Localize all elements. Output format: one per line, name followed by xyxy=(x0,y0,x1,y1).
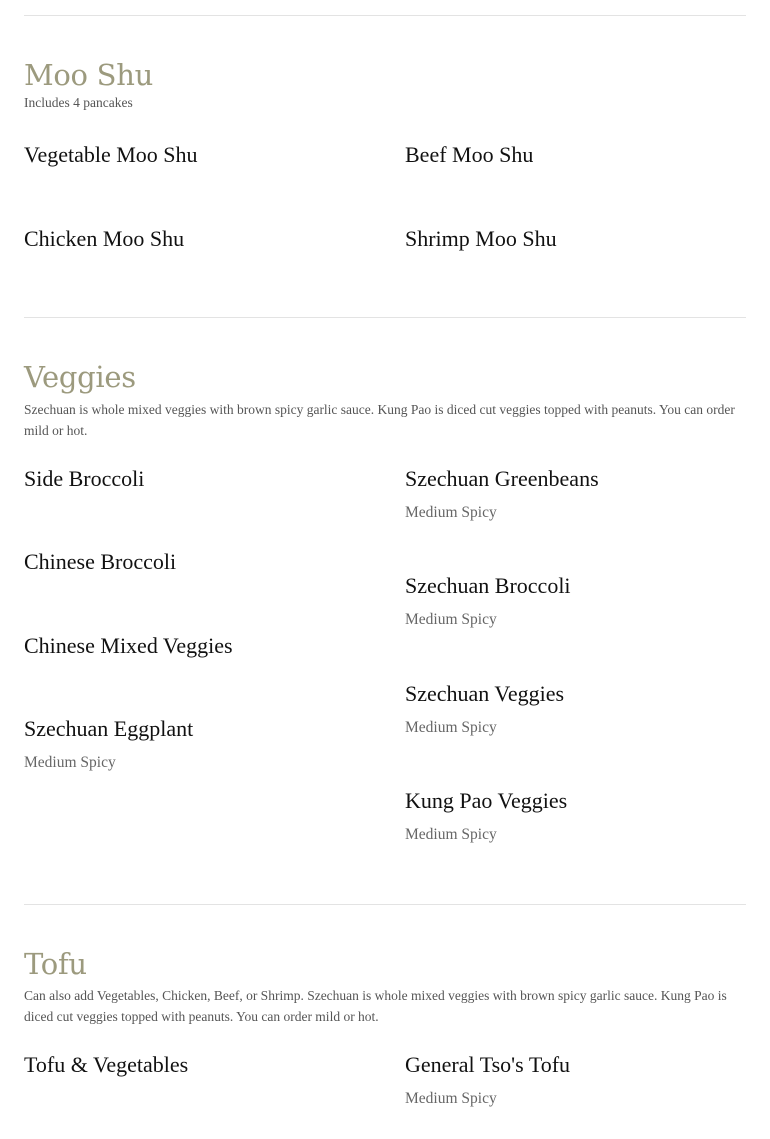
spice-level: Medium Spicy xyxy=(405,826,497,843)
section-divider xyxy=(24,15,746,16)
item-name: Vegetable Moo Shu xyxy=(24,142,198,167)
menu-item[interactable] xyxy=(405,787,567,845)
item-name: Chinese Broccoli xyxy=(24,549,177,574)
menu-item[interactable] xyxy=(405,572,571,630)
menu-item[interactable] xyxy=(24,465,144,493)
section-moo-shu xyxy=(24,56,746,113)
spice-level: Medium Spicy xyxy=(405,719,497,736)
menu-item[interactable] xyxy=(405,225,557,253)
item-name: Chinese Mixed Veggies xyxy=(24,633,233,658)
item-name: Szechuan Broccoli xyxy=(405,573,571,598)
spice-level: Medium Spicy xyxy=(24,754,116,771)
spice-level: Medium Spicy xyxy=(405,611,497,628)
section-title: Tofu xyxy=(24,947,87,981)
spice-level: Medium Spicy xyxy=(405,1090,497,1107)
section-tofu xyxy=(24,945,746,1027)
item-name: General Tso's Tofu xyxy=(405,1052,571,1077)
spice-level: Medium Spicy xyxy=(405,504,497,521)
item-name: Side Broccoli xyxy=(24,466,145,491)
menu-item[interactable] xyxy=(24,715,193,773)
section-description: Can also add Vegetables, Chicken, Beef, or Shrimp. Szechuan is whole mixed veggies with brown spicy garlic sauce. Kung Pao is diced cut veggies topped with peanuts. You can order mild or hot. xyxy=(24,988,727,1024)
menu-item[interactable] xyxy=(405,141,533,169)
item-name: Kung Pao Veggies xyxy=(405,788,568,813)
menu-item[interactable] xyxy=(405,1051,570,1109)
menu-item[interactable] xyxy=(24,225,184,253)
section-title: Veggies xyxy=(24,360,136,394)
item-name: Tofu & Vegetables xyxy=(24,1052,189,1077)
menu-item[interactable] xyxy=(405,680,564,738)
menu-item[interactable] xyxy=(24,141,198,169)
section-title: Moo Shu xyxy=(24,58,153,92)
section-divider xyxy=(24,904,746,905)
menu-item[interactable] xyxy=(24,1051,188,1079)
menu-item[interactable] xyxy=(24,548,176,576)
item-name: Szechuan Greenbeans xyxy=(405,466,599,491)
section-description: Szechuan is whole mixed veggies with brown spicy garlic sauce. Kung Pao is diced cut veggies topped with peanuts. You can order mild or hot. xyxy=(24,402,735,438)
menu-item[interactable] xyxy=(24,632,233,660)
item-name: Szechuan Veggies xyxy=(405,681,565,706)
item-name: Chicken Moo Shu xyxy=(24,226,185,251)
menu-item[interactable] xyxy=(405,465,599,523)
section-divider xyxy=(24,317,746,318)
item-name: Beef Moo Shu xyxy=(405,142,534,167)
section-description: Includes 4 pancakes xyxy=(24,95,133,110)
item-name: Shrimp Moo Shu xyxy=(405,226,557,251)
section-veggies xyxy=(24,358,746,441)
item-name: Szechuan Eggplant xyxy=(24,716,194,741)
